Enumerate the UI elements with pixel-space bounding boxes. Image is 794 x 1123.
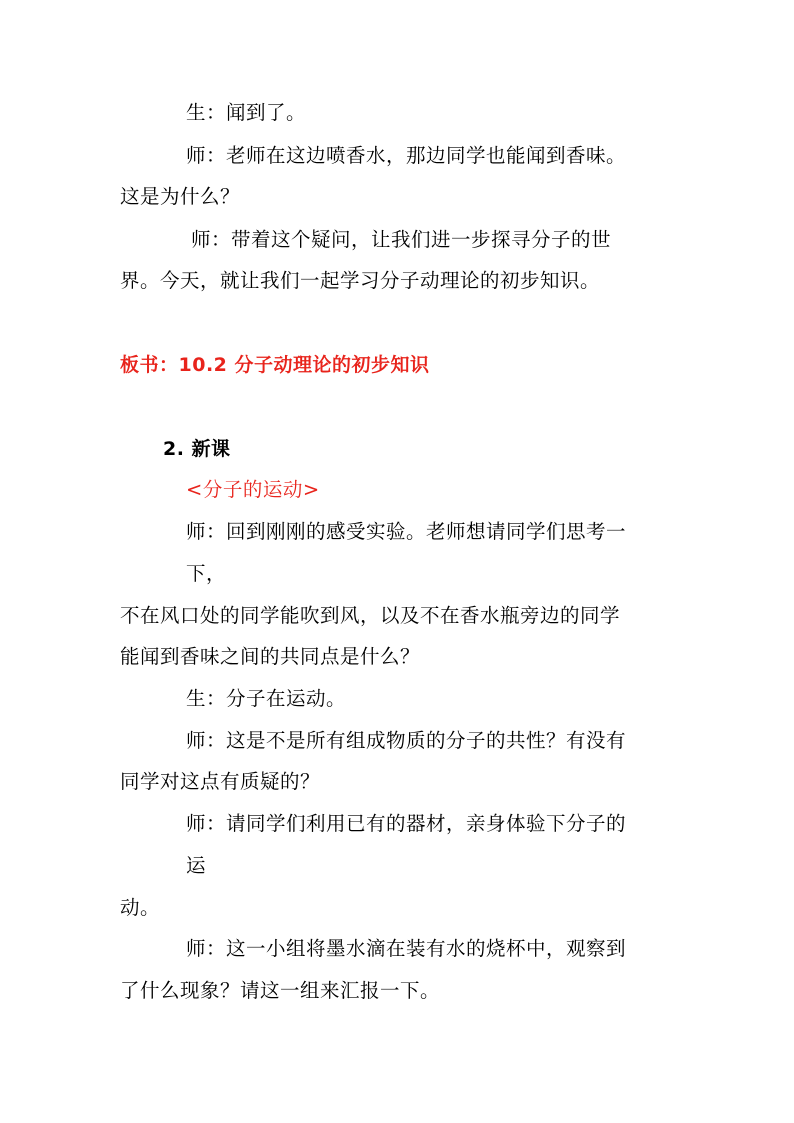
dialogue-line: 生：闻到了。 (186, 101, 307, 124)
dialogue-line: 师：这一小组将墨水滴在装有水的烧杯中，观察到 (186, 937, 627, 960)
dialogue-line: 运 (186, 854, 207, 877)
dialogue-line: 下， (186, 562, 227, 585)
board-heading: 板书：10.2 分子动理论的初步知识 (120, 354, 430, 376)
dialogue-line: 这是为什么？ (120, 185, 241, 208)
dialogue-line: 师：这是不是所有组成物质的分子的共性？有没有 (186, 729, 627, 752)
dialogue-line: 了什么现象？请这一组来汇报一下。 (120, 979, 441, 1002)
dialogue-line: 师：带着这个疑问，让我们进一步探寻分子的世 (191, 228, 612, 251)
dialogue-line: 不在风口处的同学能吹到风，以及不在香水瓶旁边的同学 (120, 604, 621, 627)
subsection-heading: <分子的运动> (186, 478, 320, 501)
section-heading: 2. 新课 (163, 438, 231, 460)
dialogue-line: 界。今天，就让我们一起学习分子动理论的初步知识。 (120, 269, 601, 292)
dialogue-line: 同学对这点有质疑的？ (120, 770, 321, 793)
dialogue-line: 生：分子在运动。 (186, 687, 347, 710)
dialogue-line: 动。 (120, 896, 161, 919)
dialogue-line: 能闻到香味之间的共同点是什么？ (120, 645, 421, 668)
dialogue-line: 师：请同学们利用已有的器材，亲身体验下分子的 (186, 812, 627, 835)
dialogue-line: 师：回到刚刚的感受实验。老师想请同学们思考一 (186, 520, 627, 543)
dialogue-line: 师：老师在这边喷香水，那边同学也能闻到香味。 (186, 144, 627, 167)
